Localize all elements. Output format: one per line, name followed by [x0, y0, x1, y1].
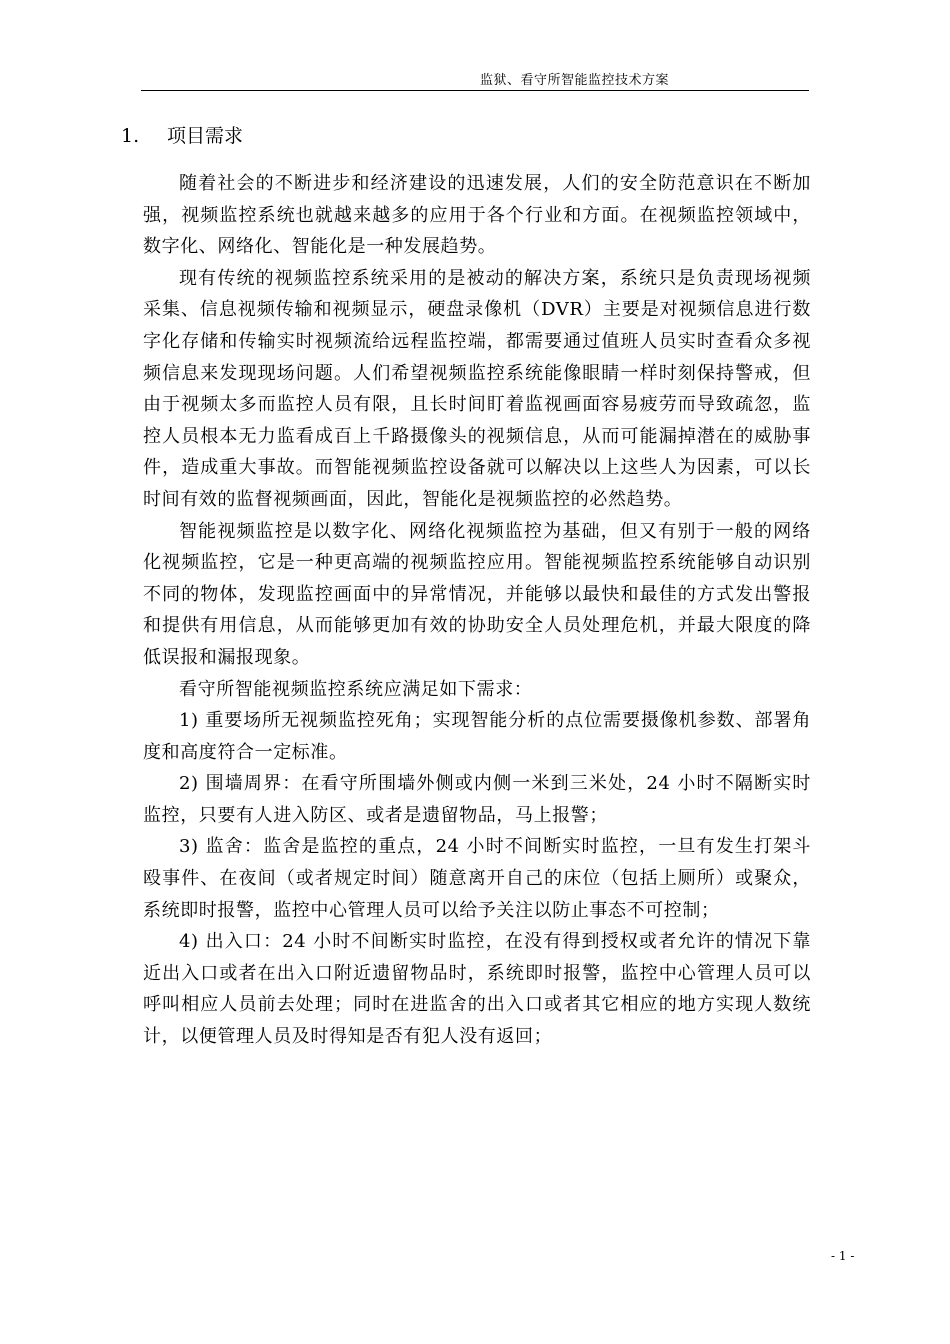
section-number: 1.: [121, 125, 140, 147]
page-number: - 1 -: [831, 1249, 855, 1263]
paragraph-traditional-monitoring: 现有传统的视频监控系统采用的是被动的解决方案，系统只是负责现场视频采集、信息视频传输和视频显示，硬盘录像机（DVR）主要是对视频信息进行数字化存储和传输实时视频流给远程监控端，都需要通过值班人员实时查看众多视频信息来发现现场问题。人们希望视频监控系统能像眼睛一样时刻保持警戒，但由于视频太多而监控人员有限，且长时间盯着监视画面容易疲劳而导致疏忽，监控人员根本无力监看成百上千路摄像头的视频信息，从而可能漏掉潜在的威胁事件，造成重大事故。而智能视频监控设备就可以解决以上这些人为因素，可以长时间有效的监督视频画面，因此，智能化是视频监控的必然趋势。: [143, 267, 811, 510]
body-text: [143, 168, 811, 1053]
paragraph-intro: 随着社会的不断进步和经济建设的迅速发展，人们的安全防范意识在不断加强，视频监控系统也就越来越多的应用于各个行业和方面。在视频监控领域中，数字化、网络化、智能化是一种发展趋势。: [143, 173, 811, 258]
paragraph-requirements-lead: 看守所智能视频监控系统应满足如下需求：: [179, 678, 533, 700]
page-header: [141, 66, 809, 91]
paragraph-intelligent-monitoring: 智能视频监控是以数字化、网络化视频监控为基础，但又有别于一般的网络化视频监控，它是一种更高端的视频监控应用。智能视频监控系统能够自动识别不同的物体，发现监控画面中的异常情况，并能够以最快和最佳的方式发出警报和提供有用信息，从而能够更加有效的协助安全人员处理危机，并最大限度的降低误报和漏报现象。: [143, 520, 811, 668]
section-heading: [121, 122, 243, 150]
section-title: 项目需求: [167, 125, 244, 147]
requirement-item-2: 2) 围墙周界：在看守所围墙外侧或内侧一米到三米处，24 小时不隔断实时监控，只要有人进入防区、或者是遗留物品，马上报警；: [143, 773, 811, 826]
header-title: 监狱、看守所智能监控技术方案: [479, 73, 669, 88]
requirement-item-4: 4) 出入口：24 小时不间断实时监控，在没有得到授权或者允许的情况下靠近出入口或者在出入口附近遗留物品时，系统即时报警，监控中心管理人员可以呼叫相应人员前去处理；同时在进监舍的出入口或者其它相应的地方实现人数统计，以便管理人员及时得知是否有犯人没有返回；: [143, 931, 811, 1048]
requirement-item-3: 3) 监舍：监舍是监控的重点，24 小时不间断实时监控，一旦有发生打架斗殴事件、在夜间（或者规定时间）随意离开自己的床位（包括上厕所）或聚众，系统即时报警，监控中心管理人员可以给予关注以防止事态不可控制；: [143, 836, 811, 921]
requirement-item-1: 1) 重要场所无视频监控死角；实现智能分析的点位需要摄像机参数、部署角度和高度符合一定标准。: [143, 710, 811, 763]
